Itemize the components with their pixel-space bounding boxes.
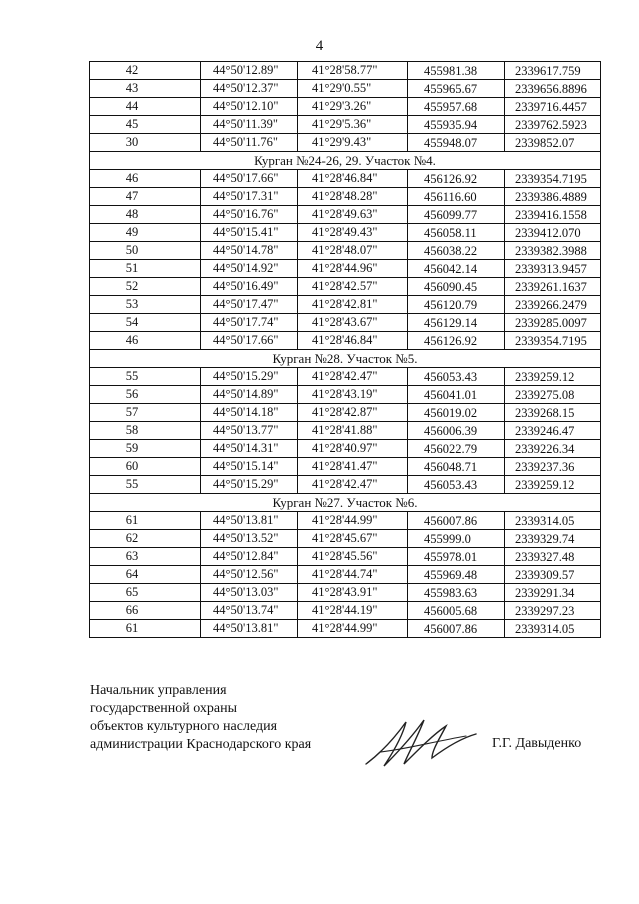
cell-lat: 44°50'12.84": [201, 548, 298, 566]
cell-y: 2339416.1558: [505, 206, 601, 224]
cell-x: 455983.63: [408, 584, 505, 602]
table-row: [90, 134, 601, 152]
cell-lon: 41°28'45.67": [298, 530, 408, 548]
cell-lon: 41°28'44.74": [298, 566, 408, 584]
cell-lat: 44°50'14.92": [201, 260, 298, 278]
cell-lon: 41°29'0.55": [298, 80, 408, 98]
cell-n: 61: [90, 620, 201, 638]
cell-x: 456099.77: [408, 206, 505, 224]
cell-n: 46: [90, 332, 201, 350]
section-header-row: [90, 494, 601, 512]
cell-x: 456053.43: [408, 368, 505, 386]
table-row: [90, 404, 601, 422]
table-row: [90, 80, 601, 98]
signature-title-line: администрации Краснодарского края: [90, 737, 312, 752]
cell-x: 456058.11: [408, 224, 505, 242]
table-row: [90, 368, 601, 386]
cell-y: 2339285.0097: [505, 314, 601, 332]
table-row: [90, 530, 601, 548]
signatory-name: Г.Г. Давыденко: [492, 736, 582, 751]
cell-lon: 41°28'43.91": [298, 584, 408, 602]
cell-lon: 41°28'49.63": [298, 206, 408, 224]
cell-n: 56: [90, 386, 201, 404]
cell-y: 2339266.2479: [505, 296, 601, 314]
section-title: Курган №24-26, 29. Участок №4.: [90, 152, 601, 170]
table-row: [90, 566, 601, 584]
table-row: [90, 458, 601, 476]
cell-lat: 44°50'17.66": [201, 332, 298, 350]
cell-lat: 44°50'12.37": [201, 80, 298, 98]
cell-y: 2339246.47: [505, 422, 601, 440]
cell-lat: 44°50'17.47": [201, 296, 298, 314]
cell-lon: 41°28'43.67": [298, 314, 408, 332]
cell-lon: 41°28'42.47": [298, 368, 408, 386]
cell-lon: 41°28'42.57": [298, 278, 408, 296]
cell-x: 456007.86: [408, 620, 505, 638]
section-header-row: [90, 152, 601, 170]
cell-lat: 44°50'17.74": [201, 314, 298, 332]
cell-lat: 44°50'13.74": [201, 602, 298, 620]
signature-title-line: Начальник управления: [90, 683, 227, 698]
cell-lon: 41°28'42.81": [298, 296, 408, 314]
table-row: [90, 386, 601, 404]
cell-n: 48: [90, 206, 201, 224]
cell-lon: 41°28'41.88": [298, 422, 408, 440]
cell-x: 456005.68: [408, 602, 505, 620]
cell-x: 456041.01: [408, 386, 505, 404]
table-row: [90, 584, 601, 602]
table-row: [90, 224, 601, 242]
cell-y: 2339412.070: [505, 224, 601, 242]
cell-lat: 44°50'12.89": [201, 62, 298, 80]
cell-lon: 41°28'48.07": [298, 242, 408, 260]
cell-n: 53: [90, 296, 201, 314]
cell-y: 2339237.36: [505, 458, 601, 476]
cell-lat: 44°50'17.66": [201, 170, 298, 188]
cell-lat: 44°50'14.18": [201, 404, 298, 422]
table-row: [90, 476, 601, 494]
cell-n: 55: [90, 368, 201, 386]
table-row: [90, 62, 601, 80]
table-row: [90, 332, 601, 350]
table-row: [90, 188, 601, 206]
cell-lon: 41°28'44.99": [298, 620, 408, 638]
cell-lat: 44°50'11.76": [201, 134, 298, 152]
cell-lon: 41°28'44.19": [298, 602, 408, 620]
cell-lon: 41°28'46.84": [298, 332, 408, 350]
cell-n: 63: [90, 548, 201, 566]
cell-y: 2339314.05: [505, 512, 601, 530]
cell-y: 2339852.07: [505, 134, 601, 152]
cell-x: 456022.79: [408, 440, 505, 458]
cell-y: 2339226.34: [505, 440, 601, 458]
cell-y: 2339382.3988: [505, 242, 601, 260]
cell-lat: 44°50'17.31": [201, 188, 298, 206]
cell-n: 57: [90, 404, 201, 422]
cell-lat: 44°50'13.77": [201, 422, 298, 440]
cell-x: 455999.0: [408, 530, 505, 548]
cell-x: 455948.07: [408, 134, 505, 152]
cell-lon: 41°29'9.43": [298, 134, 408, 152]
cell-lat: 44°50'13.52": [201, 530, 298, 548]
cell-y: 2339261.1637: [505, 278, 601, 296]
cell-x: 455969.48: [408, 566, 505, 584]
table-row: [90, 422, 601, 440]
cell-lat: 44°50'14.89": [201, 386, 298, 404]
cell-y: 2339386.4889: [505, 188, 601, 206]
cell-y: 2339327.48: [505, 548, 601, 566]
cell-n: 58: [90, 422, 201, 440]
cell-n: 43: [90, 80, 201, 98]
table-row: [90, 170, 601, 188]
cell-y: 2339762.5923: [505, 116, 601, 134]
cell-lat: 44°50'12.56": [201, 566, 298, 584]
cell-lon: 41°28'48.28": [298, 188, 408, 206]
cell-y: 2339329.74: [505, 530, 601, 548]
cell-x: 456126.92: [408, 332, 505, 350]
cell-n: 47: [90, 188, 201, 206]
cell-y: 2339354.7195: [505, 170, 601, 188]
section-title: Курган №27. Участок №6.: [90, 494, 601, 512]
cell-n: 61: [90, 512, 201, 530]
table-row: [90, 260, 601, 278]
cell-y: 2339716.4457: [505, 98, 601, 116]
cell-x: 456006.39: [408, 422, 505, 440]
cell-lat: 44°50'13.03": [201, 584, 298, 602]
cell-y: 2339291.34: [505, 584, 601, 602]
cell-lat: 44°50'13.81": [201, 620, 298, 638]
cell-lat: 44°50'11.39": [201, 116, 298, 134]
table-row: [90, 242, 601, 260]
cell-x: 456048.71: [408, 458, 505, 476]
cell-y: 2339259.12: [505, 476, 601, 494]
cell-lat: 44°50'15.29": [201, 476, 298, 494]
cell-lon: 41°28'45.56": [298, 548, 408, 566]
cell-n: 66: [90, 602, 201, 620]
cell-y: 2339354.7195: [505, 332, 601, 350]
signature-title-block: [90, 682, 311, 754]
cell-x: 455957.68: [408, 98, 505, 116]
cell-lon: 41°28'49.43": [298, 224, 408, 242]
cell-lon: 41°28'44.96": [298, 260, 408, 278]
cell-lon: 41°28'41.47": [298, 458, 408, 476]
cell-lon: 41°28'44.99": [298, 512, 408, 530]
table-row: [90, 314, 601, 332]
cell-n: 45: [90, 116, 201, 134]
signature-title-line: государственной охраны: [90, 701, 238, 716]
cell-x: 456129.14: [408, 314, 505, 332]
cell-lon: 41°28'46.84": [298, 170, 408, 188]
coordinates-table: [89, 61, 601, 638]
cell-n: 46: [90, 170, 201, 188]
cell-lat: 44°50'13.81": [201, 512, 298, 530]
cell-x: 455935.94: [408, 116, 505, 134]
cell-y: 2339313.9457: [505, 260, 601, 278]
cell-x: 456042.14: [408, 260, 505, 278]
signature-title-line: объектов культурного наследия: [90, 719, 278, 734]
cell-x: 455965.67: [408, 80, 505, 98]
cell-y: 2339617.759: [505, 62, 601, 80]
table-row: [90, 116, 601, 134]
table-row: [90, 548, 601, 566]
cell-n: 49: [90, 224, 201, 242]
cell-lon: 41°29'5.36": [298, 116, 408, 134]
cell-x: 456038.22: [408, 242, 505, 260]
cell-y: 2339268.15: [505, 404, 601, 422]
cell-y: 2339314.05: [505, 620, 601, 638]
cell-lat: 44°50'15.29": [201, 368, 298, 386]
cell-lat: 44°50'16.49": [201, 278, 298, 296]
cell-x: 455978.01: [408, 548, 505, 566]
cell-n: 60: [90, 458, 201, 476]
section-header-row: [90, 350, 601, 368]
cell-lon: 41°28'42.87": [298, 404, 408, 422]
table-row: [90, 296, 601, 314]
cell-x: 456120.79: [408, 296, 505, 314]
cell-x: 456126.92: [408, 170, 505, 188]
cell-n: 65: [90, 584, 201, 602]
cell-lon: 41°29'3.26": [298, 98, 408, 116]
cell-n: 54: [90, 314, 201, 332]
cell-lat: 44°50'15.14": [201, 458, 298, 476]
cell-lon: 41°28'40.97": [298, 440, 408, 458]
table-row: [90, 278, 601, 296]
table-row: [90, 620, 601, 638]
cell-x: 456090.45: [408, 278, 505, 296]
cell-x: 456053.43: [408, 476, 505, 494]
cell-n: 44: [90, 98, 201, 116]
cell-y: 2339309.57: [505, 566, 601, 584]
cell-x: 455981.38: [408, 62, 505, 80]
cell-x: 456019.02: [408, 404, 505, 422]
cell-y: 2339259.12: [505, 368, 601, 386]
cell-lat: 44°50'14.31": [201, 440, 298, 458]
cell-n: 59: [90, 440, 201, 458]
cell-x: 456116.60: [408, 188, 505, 206]
cell-n: 55: [90, 476, 201, 494]
cell-n: 52: [90, 278, 201, 296]
handwritten-signature: [362, 712, 480, 772]
cell-lat: 44°50'16.76": [201, 206, 298, 224]
section-title: Курган №28. Участок №5.: [90, 350, 601, 368]
cell-lon: 41°28'58.77": [298, 62, 408, 80]
cell-y: 2339275.08: [505, 386, 601, 404]
table-row: [90, 602, 601, 620]
cell-y: 2339297.23: [505, 602, 601, 620]
cell-lat: 44°50'15.41": [201, 224, 298, 242]
cell-x: 456007.86: [408, 512, 505, 530]
cell-n: 62: [90, 530, 201, 548]
cell-lon: 41°28'43.19": [298, 386, 408, 404]
cell-lon: 41°28'42.47": [298, 476, 408, 494]
page-number: 4: [315, 38, 324, 54]
cell-n: 64: [90, 566, 201, 584]
cell-n: 50: [90, 242, 201, 260]
cell-n: 30: [90, 134, 201, 152]
cell-n: 51: [90, 260, 201, 278]
table-row: [90, 98, 601, 116]
cell-n: 42: [90, 62, 201, 80]
cell-y: 2339656.8896: [505, 80, 601, 98]
cell-lat: 44°50'12.10": [201, 98, 298, 116]
cell-lat: 44°50'14.78": [201, 242, 298, 260]
table-row: [90, 512, 601, 530]
table-row: [90, 206, 601, 224]
table-row: [90, 440, 601, 458]
